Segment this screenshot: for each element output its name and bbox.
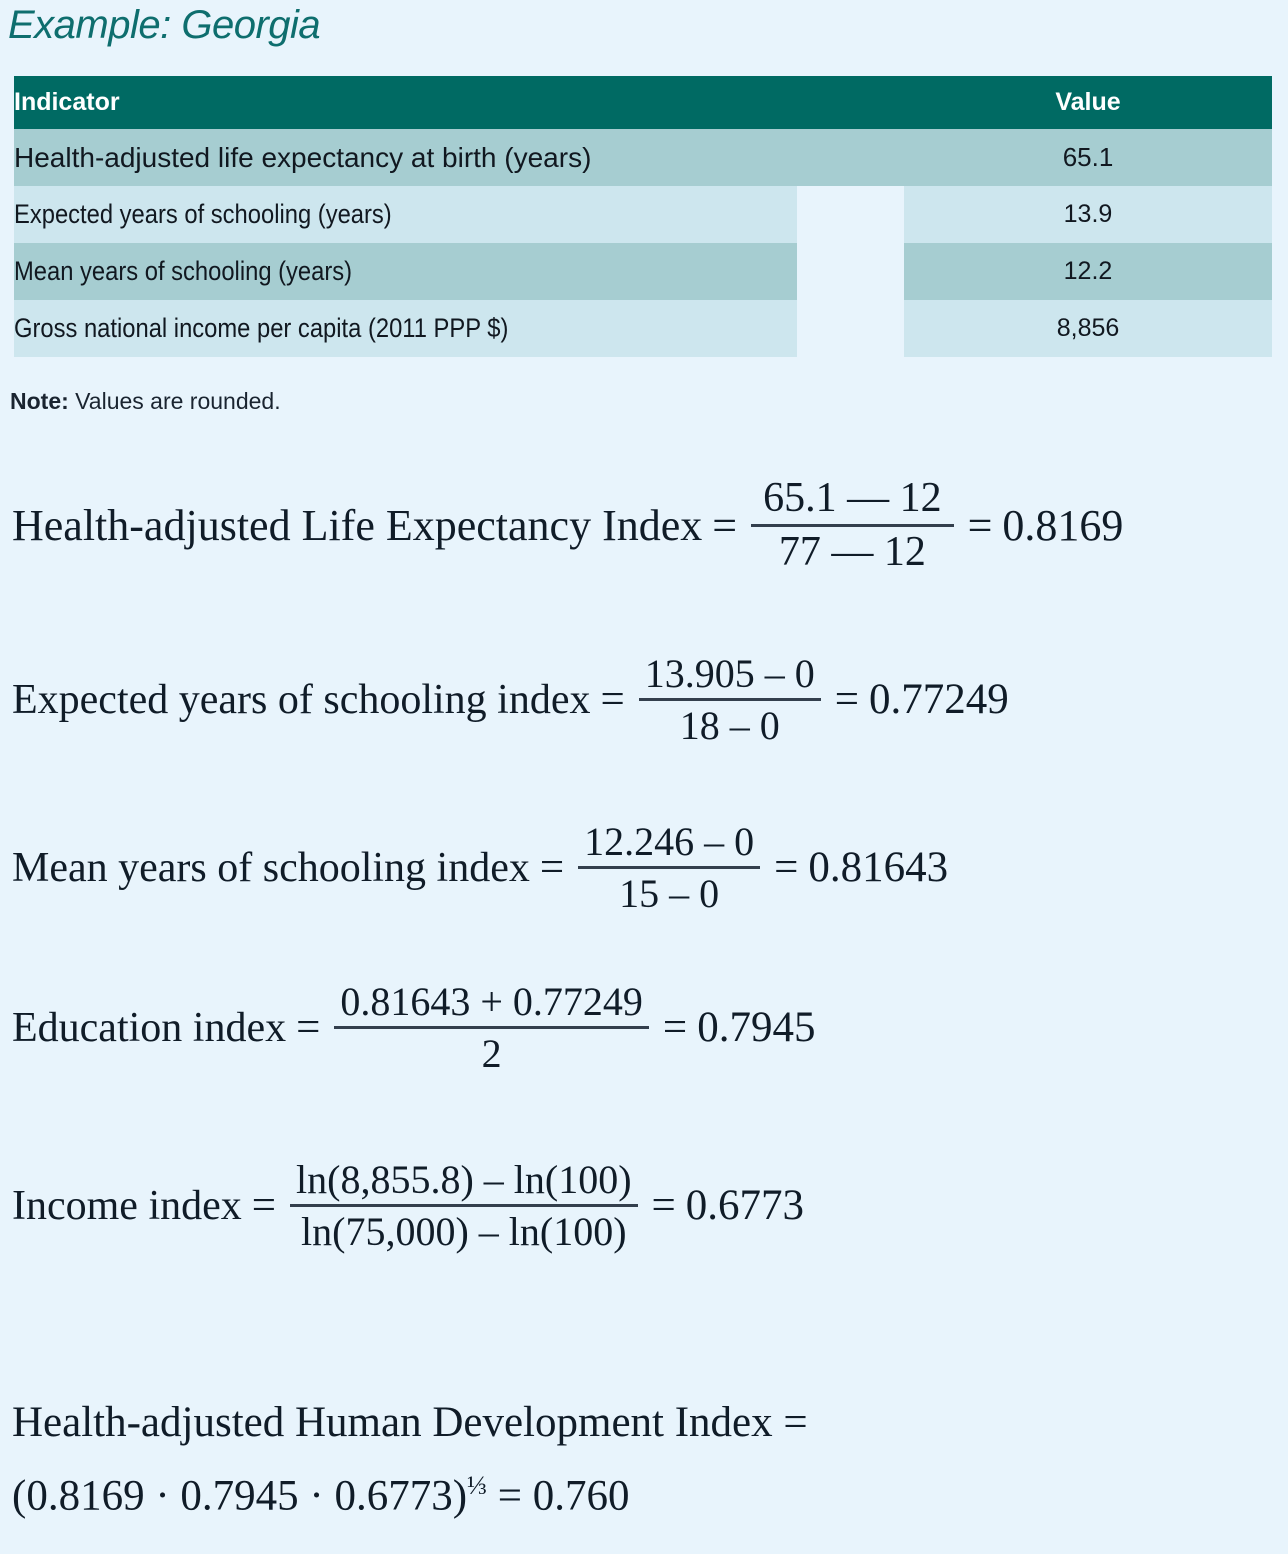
equation-mean-years-of-schooling-index [12,820,948,915]
fraction [639,652,821,747]
cell-indicator: Expected years of schooling (years) [14,186,797,243]
fraction-bar [578,866,760,869]
cell-value: 8,856 [904,300,1272,357]
table-header [14,76,1272,129]
equation-result: 0.77249 [869,676,1009,724]
table-header-row [14,76,1272,129]
hdi-exponent: ⅓ [467,1470,488,1500]
note-text: Values are rounded. [68,388,281,414]
equals-sign: = [712,500,738,550]
equals-sign: = [251,1182,277,1230]
cell-indicator: Health-adjusted life expectancy at birth (years) [14,129,904,186]
fraction-numerator: 13.905 – 0 [644,651,815,696]
fraction-bar [751,524,954,527]
result-equals-sign: = [774,844,799,892]
table-row [14,129,1272,186]
equation-health-adjusted-life-expectancy-index [12,476,1123,576]
hdi-tail: = 0.760 [487,1472,630,1520]
result-equals-sign: = [834,676,860,724]
note-label: Note: [10,388,69,414]
result-equals-sign: = [967,500,993,550]
fraction-bar [639,698,821,701]
cell-indicator: Mean years of schooling (years) [14,243,797,300]
equation-label: Income index [12,1182,242,1229]
table-row [14,300,1272,357]
fraction-numerator: 12.246 – 0 [584,819,755,864]
hdi-base: (0.8169 · 0.7945 · 0.6773) [12,1472,468,1520]
cell-value: 12.2 [904,243,1272,300]
equation-result: 0.7945 [697,1004,816,1052]
fraction-numerator: 65.1 — 12 [763,475,942,521]
equation-income-index [12,1158,804,1253]
fraction [290,1158,638,1253]
fraction-denominator: 18 – 0 [679,703,780,749]
fraction-numerator: ln(8,855.8) – ln(100) [296,1157,632,1202]
fraction-denominator: 77 — 12 [778,529,926,576]
cell-value: 13.9 [904,186,1272,243]
fraction [578,820,760,915]
equation-label: Mean years of schooling index [12,844,530,891]
table-row [14,186,1272,243]
fraction-bar [334,1026,649,1029]
column-header-indicator: Indicator [14,76,904,129]
indicator-value-table [14,76,1272,357]
fraction-denominator: ln(75,000) – ln(100) [301,1209,627,1255]
equals-sign: = [539,844,565,892]
equals-sign: = [296,1004,321,1052]
fraction [751,476,954,576]
result-equals-sign: = [662,1004,688,1052]
equation-education-index [12,980,815,1075]
fraction-bar [290,1204,638,1207]
table-body [14,129,1272,357]
equals-sign: = [600,676,625,724]
equation-result: 0.6773 [685,1182,805,1230]
fraction-denominator: 15 – 0 [619,871,720,917]
equation-result: 0.8169 [1002,500,1124,550]
equation-label: Expected years of schooling index [12,676,591,723]
fraction-denominator: 2 [481,1031,502,1077]
equation-result: 0.81643 [808,844,949,892]
fraction [334,980,649,1075]
column-header-value: Value [904,76,1272,129]
hdi-line-2 [12,1454,808,1527]
hdi-line-1: Health-adjusted Human Development Index = [12,1399,808,1446]
equation-health-adjusted-human-development-index [12,1392,808,1527]
equation-expected-years-of-schooling-index [12,652,1009,747]
table-note [10,388,281,415]
fraction-numerator: 0.81643 + 0.77249 [340,979,643,1024]
table-row [14,243,1272,300]
page-title: Example: Georgia [8,3,321,47]
result-equals-sign: = [651,1182,676,1230]
equation-label: Education index [12,1004,287,1051]
cell-indicator: Gross national income per capita (2011 PPP $) [14,300,797,357]
equation-label: Health-adjusted Life Expectancy Index [12,500,703,550]
cell-value: 65.1 [904,129,1272,186]
